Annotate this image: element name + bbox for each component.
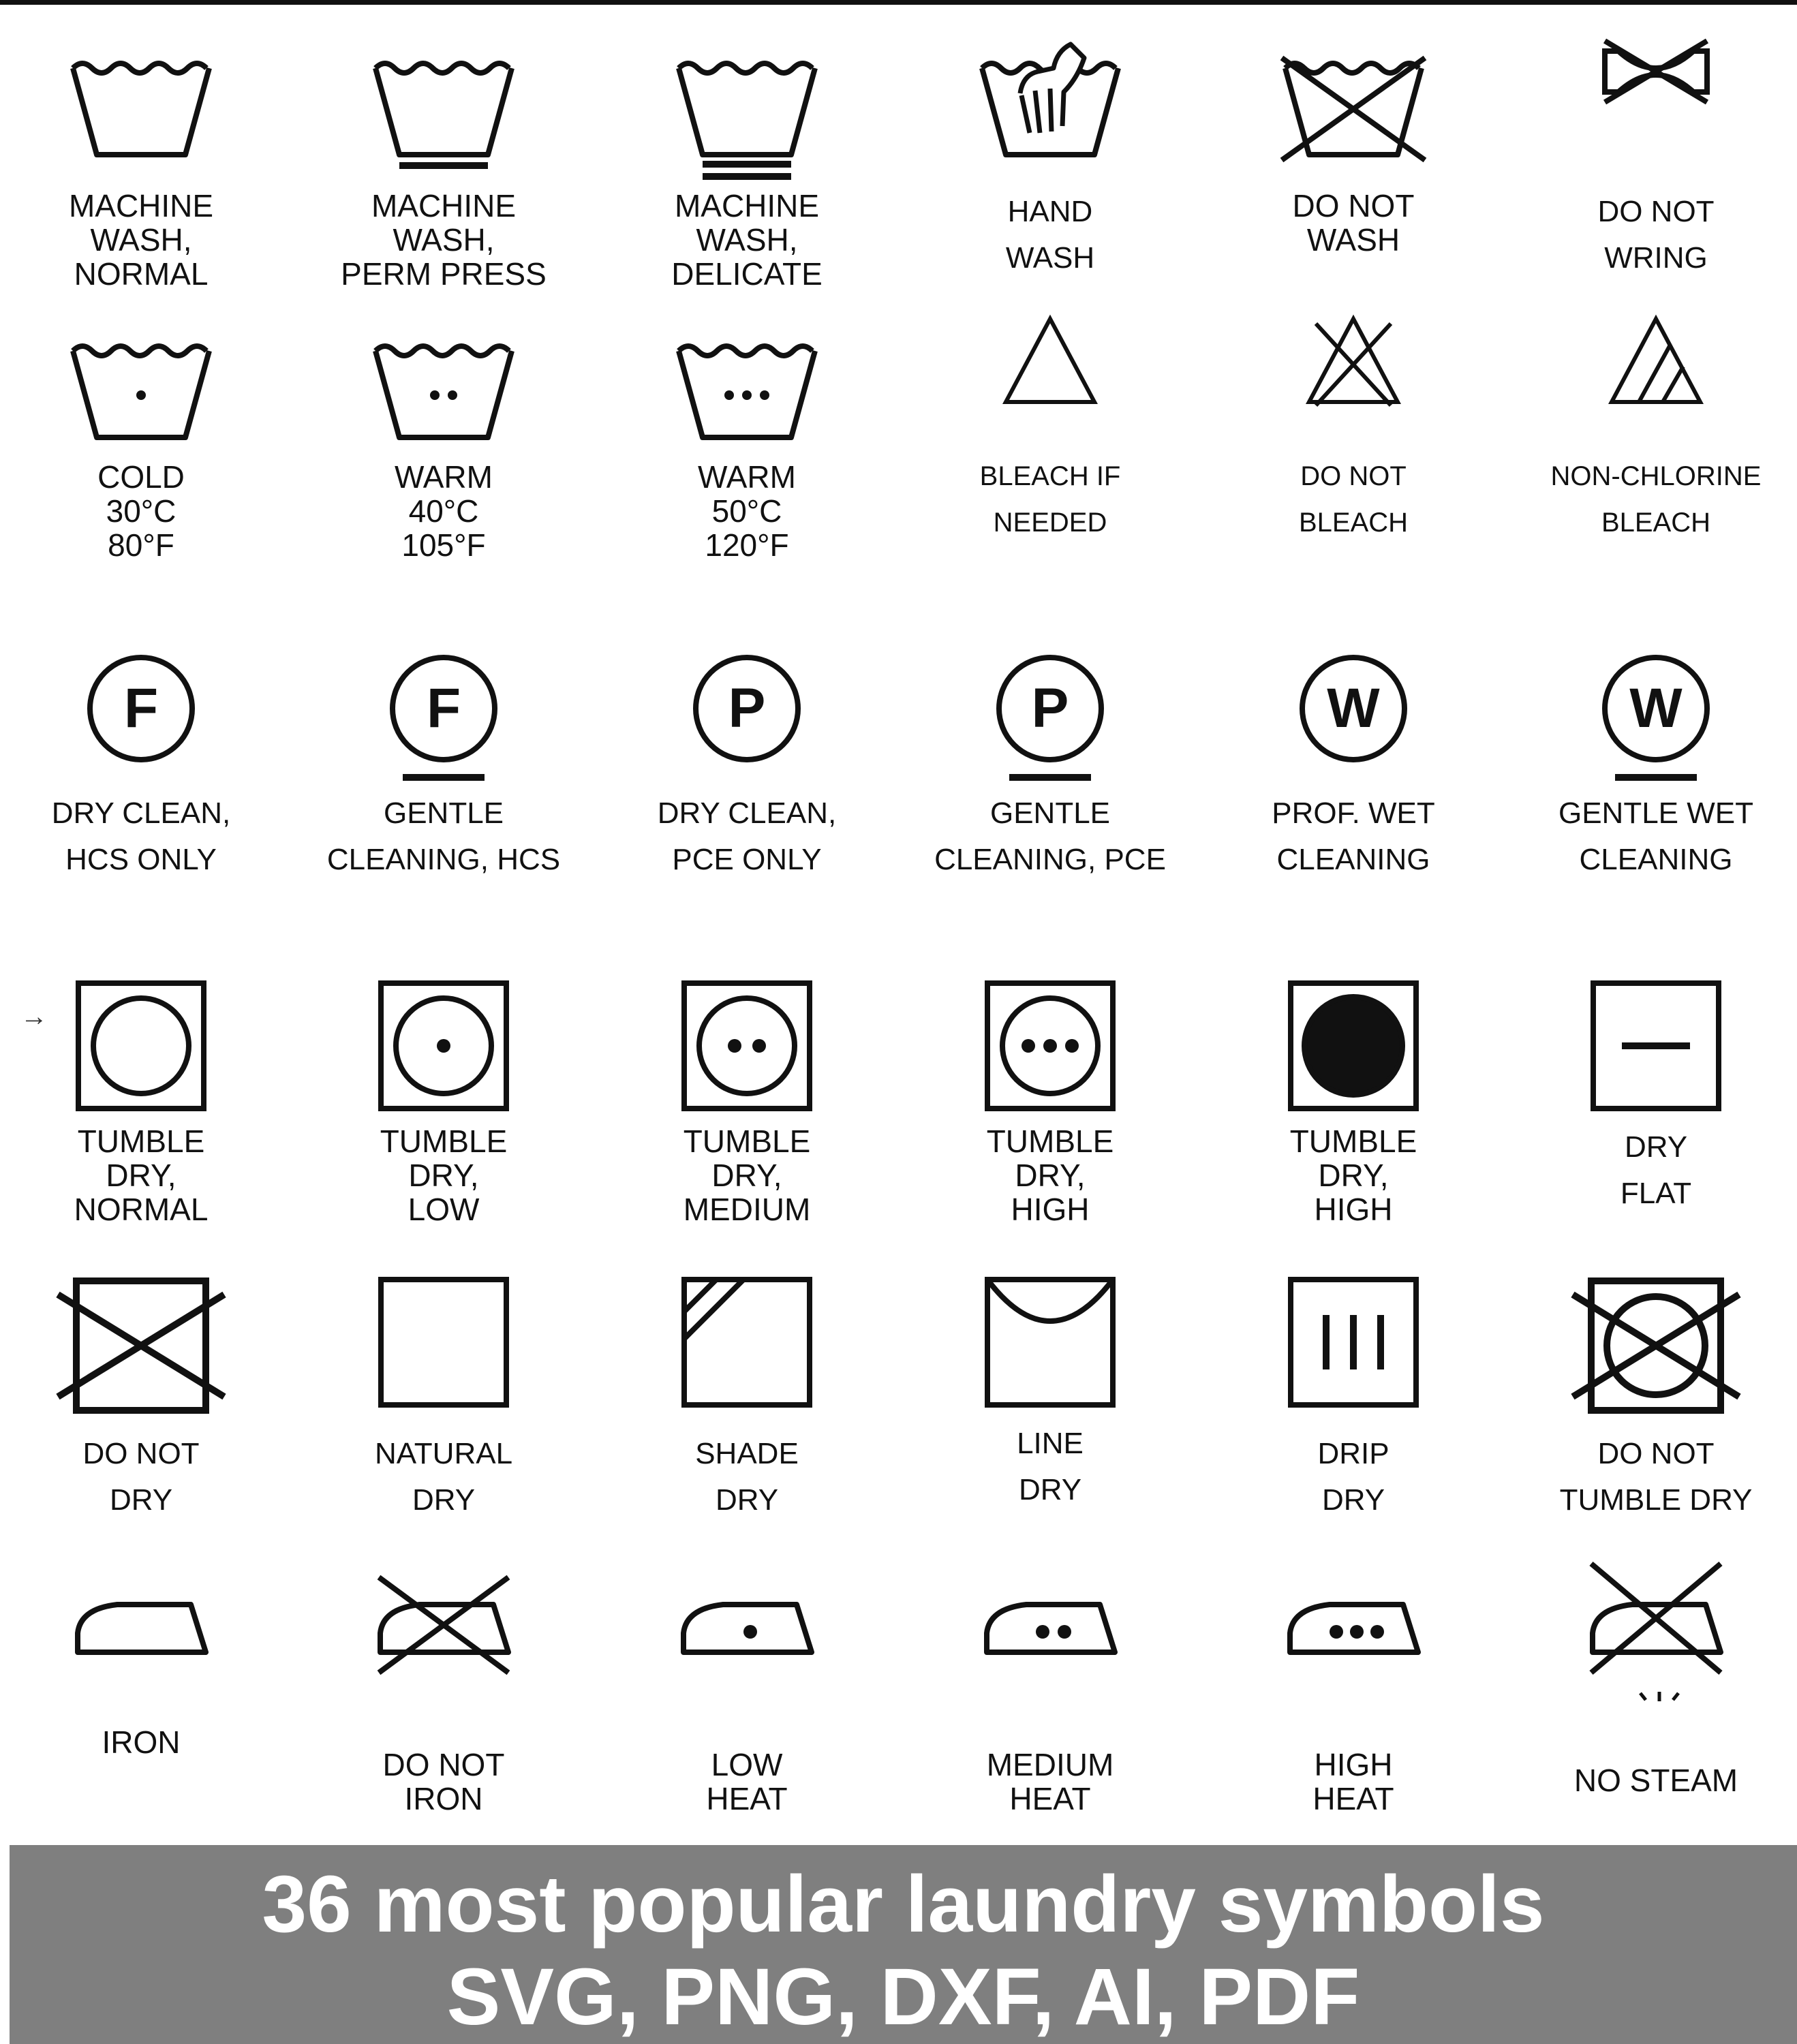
symbol-label-line: DO NOT [1597,1437,1715,1470]
symbol-label-line: MEDIUM [986,1747,1114,1782]
symbol-label-line: BLEACH [1298,508,1409,538]
symbol-label-line: GENTLE [989,796,1111,830]
symbol-card [1210,0,1496,1840]
symbol-label-line: WASH [1306,222,1400,258]
symbol-label-line: 50°C [711,493,782,529]
symbol-label-line: BLEACH IF [979,461,1121,491]
symbol-label-line: GENTLE [383,796,504,830]
symbol-label-line: HEAT [706,1781,788,1816]
symbol-label-line: DO NOT [1300,461,1407,491]
symbol-label-line: TUMBLE [986,1124,1114,1159]
symbol-label-line: IRON [404,1781,483,1816]
symbol-label-line: WARM [698,459,796,495]
svg-text:P: P [1031,677,1069,739]
iron-low-heat-icon [604,1557,890,1720]
symbol-label-line: HEAT [1312,1781,1394,1816]
symbol-label [907,1748,1193,1816]
symbol-label-line: NORMAL [74,1192,209,1227]
svg-text:F: F [123,677,159,739]
symbol-label-line: MACHINE [371,188,517,223]
iron-medium-heat-icon [907,1557,1193,1720]
symbol-label-line: DELICATE [671,256,823,292]
symbol-label-line: TUMBLE DRY [1559,1483,1753,1517]
symbol-label-line: NO STEAM [1573,1763,1738,1798]
symbol-label-line: HIGH [1314,1747,1393,1782]
symbol-label-line: COLD [97,459,185,495]
symbol-label-line: BLEACH [1601,508,1711,538]
footer-banner [10,1845,1797,2044]
symbol-label-line: MACHINE [674,188,820,223]
symbol-label-line: NATURAL [374,1437,513,1470]
symbol-label [604,1748,890,1816]
symbol-label-line: DRIP [1317,1437,1389,1470]
symbol-label-line: DRY [1018,1473,1082,1506]
do-not-iron-icon [301,1557,587,1720]
symbol-label-line: LOW [408,1192,480,1227]
symbol-label-line: PERM PRESS [341,256,547,292]
symbol-label-line: WASH, [696,222,798,258]
symbol-label-line: LOW [711,1747,783,1782]
symbol-label-line: TUMBLE [1289,1124,1417,1159]
symbol-label-line: DO NOT [1292,188,1415,223]
symbol-label-line: DRY [412,1483,476,1517]
symbol-label-line: HIGH [1314,1192,1393,1227]
symbol-label-line: WARM [395,459,493,495]
symbol-card [907,0,1193,1840]
symbol-label-line: 30°C [106,493,176,529]
symbol-label-line: DO NOT [1597,195,1715,228]
symbol-label-line: DRY, [1015,1158,1086,1193]
symbol-label-line: WASH, [393,222,495,258]
symbol-label-line: DRY, [711,1158,782,1193]
symbol-label-line: DRY CLEAN, [51,796,231,830]
symbol-label-line: HCS ONLY [65,843,217,876]
symbol-label-line: NEEDED [993,508,1107,538]
symbol-card [0,0,284,1840]
symbol-label-line: HEAT [1009,1781,1091,1816]
symbol-label-line: DRY CLEAN, [657,796,837,830]
symbol-label-line: DO NOT [82,1437,200,1470]
symbol-label-line: MACHINE [68,188,214,223]
symbol-label-line: TUMBLE [77,1124,205,1159]
symbol-label-line: 105°F [401,527,486,563]
symbol-card [1513,0,1797,1840]
symbol-label-line: 40°C [408,493,479,529]
symbol-label-line: GENTLE WET [1558,796,1754,830]
symbol-label-line: CLEANING [1276,843,1430,876]
symbol-label-line: DRY, [408,1158,479,1193]
symbol-label-line: DRY, [1318,1158,1389,1193]
symbol-label-line: WASH, [90,222,192,258]
symbol-label [0,1725,284,1759]
svg-text:W: W [1327,677,1380,739]
symbol-label [301,1748,587,1816]
symbol-label-line: TUMBLE [683,1124,811,1159]
symbol-card [301,0,587,1840]
symbol-label-line: FLAT [1620,1177,1692,1210]
svg-text:W: W [1629,677,1683,739]
symbol-label-line: SHADE [695,1437,799,1470]
symbol-label-line: DRY, [106,1158,176,1193]
iron-icon [0,1557,284,1720]
footer-title: 36 most popular laundry symbols [262,1859,1545,1949]
arrow-mark: → [20,1002,48,1032]
symbol-label-line: DRY [1624,1130,1688,1164]
symbol-label-line: CLEANING, HCS [326,843,561,876]
no-steam-icon [1513,1557,1797,1720]
symbol-label-line: PCE ONLY [672,843,822,876]
symbol-label-line: 120°F [705,527,789,563]
symbol-label-line: WRING [1604,241,1708,275]
symbol-label [1513,1763,1797,1797]
symbol-card [604,0,890,1840]
svg-text:P: P [728,677,766,739]
symbol-label-line: HIGH [1011,1192,1090,1227]
symbol-label-line: 80°F [108,527,174,563]
footer-formats: SVG, PNG, DXF, AI, PDF [446,1952,1360,2042]
symbol-label-line: NON-CHLORINE [1550,461,1762,491]
symbol-label-line: MEDIUM [683,1192,811,1227]
symbol-label-line: DRY [1321,1483,1385,1517]
symbol-label-line: CLEANING, PCE [934,843,1166,876]
svg-text:F: F [426,677,461,739]
symbol-label-line: PROF. WET [1272,796,1435,830]
symbol-label-line: IRON [102,1724,181,1760]
symbol-label-line: HAND [1007,195,1093,228]
symbol-label-line: NORMAL [74,256,209,292]
symbol-label-line: TUMBLE [380,1124,508,1159]
symbol-label-line: DO NOT [382,1747,505,1782]
symbol-label-line: WASH [1005,241,1095,275]
iron-high-heat-icon [1210,1557,1496,1720]
symbol-label-line: LINE [1017,1427,1084,1460]
symbol-label-line: CLEANING [1579,843,1733,876]
symbol-label [1210,1748,1496,1816]
symbol-label-line: DRY [715,1483,779,1517]
symbol-label-line: DRY [109,1483,173,1517]
